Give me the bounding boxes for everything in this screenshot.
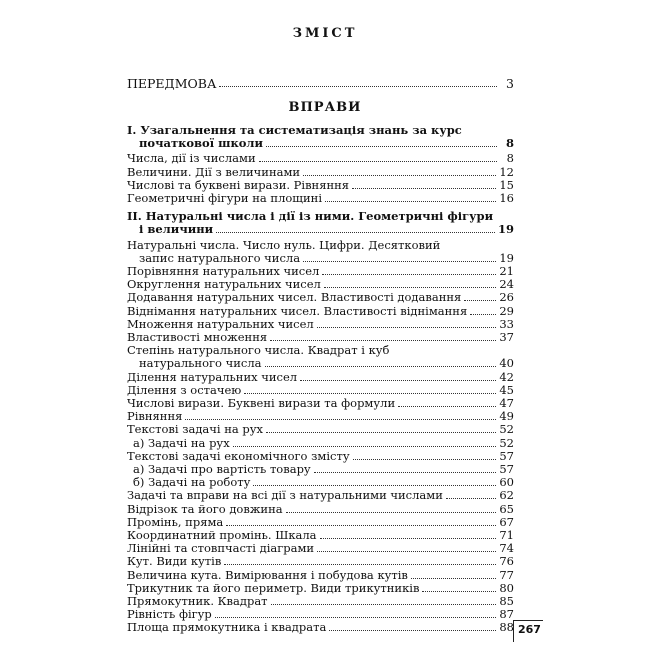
toc-page-number: 8 — [505, 136, 514, 150]
toc-page-number: 15 — [499, 177, 514, 192]
toc-label: Рівність фігур — [127, 607, 212, 622]
toc-entry — [127, 476, 514, 489]
toc-label: Додавання натуральних чисел. Властивості додавання — [127, 290, 462, 305]
toc-entry — [127, 489, 514, 502]
toc-page-number: 60 — [499, 475, 514, 490]
toc-label: Промінь, пряма — [127, 514, 224, 529]
toc-entry — [127, 152, 514, 165]
toc-label: Числові вирази. Буквені вирази та формули — [127, 396, 396, 410]
toc-label: Геометричні фігури на площині — [127, 191, 323, 205]
toc-page-number: 37 — [499, 330, 514, 344]
toc-page-number: 85 — [499, 594, 514, 608]
toc-label: а) Задачі на рух — [133, 435, 230, 450]
toc-page-number: 49 — [499, 409, 514, 424]
leader-dots — [446, 490, 496, 499]
toc-entry — [127, 239, 514, 265]
toc-entry — [127, 166, 514, 179]
leader-dots — [300, 372, 496, 381]
toc-label-line1: Степінь натурального числа. Квадрат і куб — [127, 343, 390, 358]
leader-dots — [464, 292, 496, 301]
toc-entry — [127, 437, 514, 450]
leader-dots — [314, 464, 497, 473]
toc-label: Рівняння — [127, 409, 183, 424]
toc-label: Кут. Види кутів — [127, 554, 222, 569]
leader-dots — [259, 153, 497, 162]
toc-entry — [127, 621, 514, 634]
toc-entry — [127, 210, 514, 236]
leader-dots — [219, 78, 497, 87]
leader-dots — [317, 543, 496, 552]
toc-entry — [127, 331, 514, 344]
section-heading: ВПРАВИ — [288, 100, 362, 115]
leader-dots — [226, 517, 496, 526]
toc-label: Числа, дії із числами — [127, 151, 256, 166]
toc-label: б) Задачі на роботу — [133, 475, 251, 490]
leader-dots — [317, 319, 497, 328]
toc-entry — [127, 124, 514, 150]
leader-dots — [398, 398, 496, 407]
toc-page-number: 57 — [499, 448, 514, 463]
leader-dots — [422, 583, 496, 592]
leader-dots — [329, 622, 496, 631]
toc-entry-preface — [127, 77, 514, 90]
toc-label: Порівняння натуральних чисел — [127, 264, 320, 278]
toc-page-number: 3 — [506, 76, 514, 91]
toc-entry — [127, 318, 514, 331]
leader-dots — [266, 424, 496, 433]
leader-dots — [352, 180, 496, 189]
toc-entry — [127, 582, 514, 595]
toc-entry — [127, 371, 514, 384]
toc-entry — [127, 179, 514, 192]
toc-page-number: 65 — [499, 501, 514, 516]
toc-page-number: 21 — [499, 264, 514, 278]
toc-entry — [127, 410, 514, 423]
leader-dots — [286, 504, 497, 513]
toc-page-number: 33 — [499, 316, 514, 331]
toc-label-line2: натурального числа — [139, 356, 262, 371]
toc-page-number: 45 — [499, 382, 514, 397]
leader-dots — [233, 438, 497, 447]
toc-entry — [127, 397, 514, 410]
toc-entry — [127, 278, 514, 291]
toc-page-number: 71 — [499, 528, 514, 542]
toc-label: Відрізок та його довжина — [127, 501, 283, 516]
toc-label-line2: запис натурального числа — [139, 250, 301, 265]
leader-dots — [253, 477, 496, 486]
toc-label: Текстові задачі економічного змісту — [127, 448, 350, 463]
page-number: 267 — [513, 620, 543, 642]
leader-dots — [216, 224, 495, 233]
leader-dots — [353, 451, 497, 460]
leader-dots — [185, 411, 496, 420]
toc-label-line2: початкової школи — [139, 136, 264, 150]
leader-dots — [266, 138, 497, 147]
toc-label-line1: Натуральні числа. Число нуль. Цифри. Десятковий — [127, 237, 441, 252]
toc-page-number: 87 — [499, 607, 514, 622]
leader-dots — [320, 530, 497, 539]
toc-page-number: 29 — [499, 303, 514, 318]
leader-dots — [303, 167, 496, 176]
toc-label: Площа прямокутника і квадрата — [127, 620, 327, 635]
toc-entry — [127, 569, 514, 582]
page-title: ЗМІСТ — [292, 26, 358, 41]
toc-entry — [127, 529, 514, 542]
toc-label: Ділення натуральних чисел — [127, 369, 298, 384]
toc-page-number: 57 — [499, 462, 514, 476]
toc-label: Лінійні та стовпчасті діаграми — [127, 541, 315, 556]
toc-page-number: 52 — [499, 422, 514, 437]
toc-page-number: 67 — [499, 514, 514, 529]
toc-page-number: 47 — [499, 396, 514, 410]
leader-dots — [224, 556, 496, 565]
toc-label-line2: і величини — [139, 222, 214, 237]
toc-entry — [127, 595, 514, 608]
toc-page-number: 12 — [499, 164, 514, 179]
toc-entry — [127, 291, 514, 304]
toc-page-number: 26 — [499, 290, 514, 305]
toc-page-number: 80 — [499, 580, 514, 595]
toc-entry — [127, 450, 514, 463]
toc-label: Трикутник та його периметр. Види трикутників — [127, 580, 420, 595]
toc-entry — [127, 542, 514, 555]
toc-entry — [127, 344, 514, 370]
leader-dots — [270, 332, 496, 341]
toc-page-number: 76 — [499, 554, 514, 569]
toc-label: ПЕРЕДМОВА — [127, 76, 217, 91]
toc-entry — [127, 384, 514, 397]
toc-label: Ділення з остачею — [127, 382, 242, 397]
toc-page-number: 52 — [499, 435, 514, 450]
leader-dots — [244, 385, 496, 394]
toc-entry — [127, 555, 514, 568]
leader-dots — [265, 358, 497, 367]
toc-page-number: 77 — [499, 567, 514, 582]
toc-label: Величини. Дії з величинами — [127, 164, 301, 179]
toc-label: Віднімання натуральних чисел. Властивості віднімання — [127, 303, 468, 318]
toc-label: Величина кута. Вимірювання і побудова кутів — [127, 567, 408, 582]
toc-entry — [127, 503, 514, 516]
toc-page-number: 24 — [499, 277, 514, 292]
toc-label: Координатний промінь. Шкала — [127, 528, 317, 542]
toc-page-number: 8 — [506, 151, 514, 166]
toc-label: Округлення натуральних чисел — [127, 277, 321, 292]
toc-page-number: 16 — [499, 191, 514, 205]
leader-dots — [470, 306, 496, 315]
toc-page-number: 19 — [499, 250, 514, 265]
toc-entry — [127, 463, 514, 476]
leader-dots — [271, 596, 497, 605]
toc-label: Прямокутник. Квадрат — [127, 594, 268, 608]
leader-dots — [325, 193, 496, 202]
toc-page-number: 62 — [499, 488, 514, 503]
toc-label: Множення натуральних чисел — [127, 316, 314, 331]
toc-label: а) Задачі про вартість товару — [133, 462, 311, 476]
toc-label-line1: II. Натуральні числа і дії із ними. Геометричні фігури — [127, 209, 494, 224]
toc-entry — [127, 423, 514, 436]
leader-dots — [303, 253, 496, 262]
toc-entry — [127, 265, 514, 278]
toc-label: Задачі та вправи на всі дії з натуральними числами — [127, 488, 443, 503]
leader-dots — [411, 570, 496, 579]
toc-page-number: 88 — [499, 620, 514, 635]
toc-label: Текстові задачі на рух — [127, 422, 263, 437]
toc-entry — [127, 192, 514, 205]
toc-entry — [127, 305, 514, 318]
toc-page-number: 19 — [497, 222, 514, 237]
leader-dots — [324, 279, 497, 288]
leader-dots — [215, 609, 497, 618]
toc-label-line1: I. Узагальнення та систематизація знань за курс — [127, 123, 462, 137]
leader-dots — [322, 266, 496, 275]
toc-page-number: 74 — [499, 541, 514, 556]
toc-page-number: 42 — [499, 369, 514, 384]
toc-label: Числові та буквені вирази. Рівняння — [127, 177, 350, 192]
toc-page-number: 40 — [499, 356, 514, 371]
toc-label: Властивості множення — [127, 330, 268, 344]
toc-entry — [127, 516, 514, 529]
toc-entry — [127, 608, 514, 621]
